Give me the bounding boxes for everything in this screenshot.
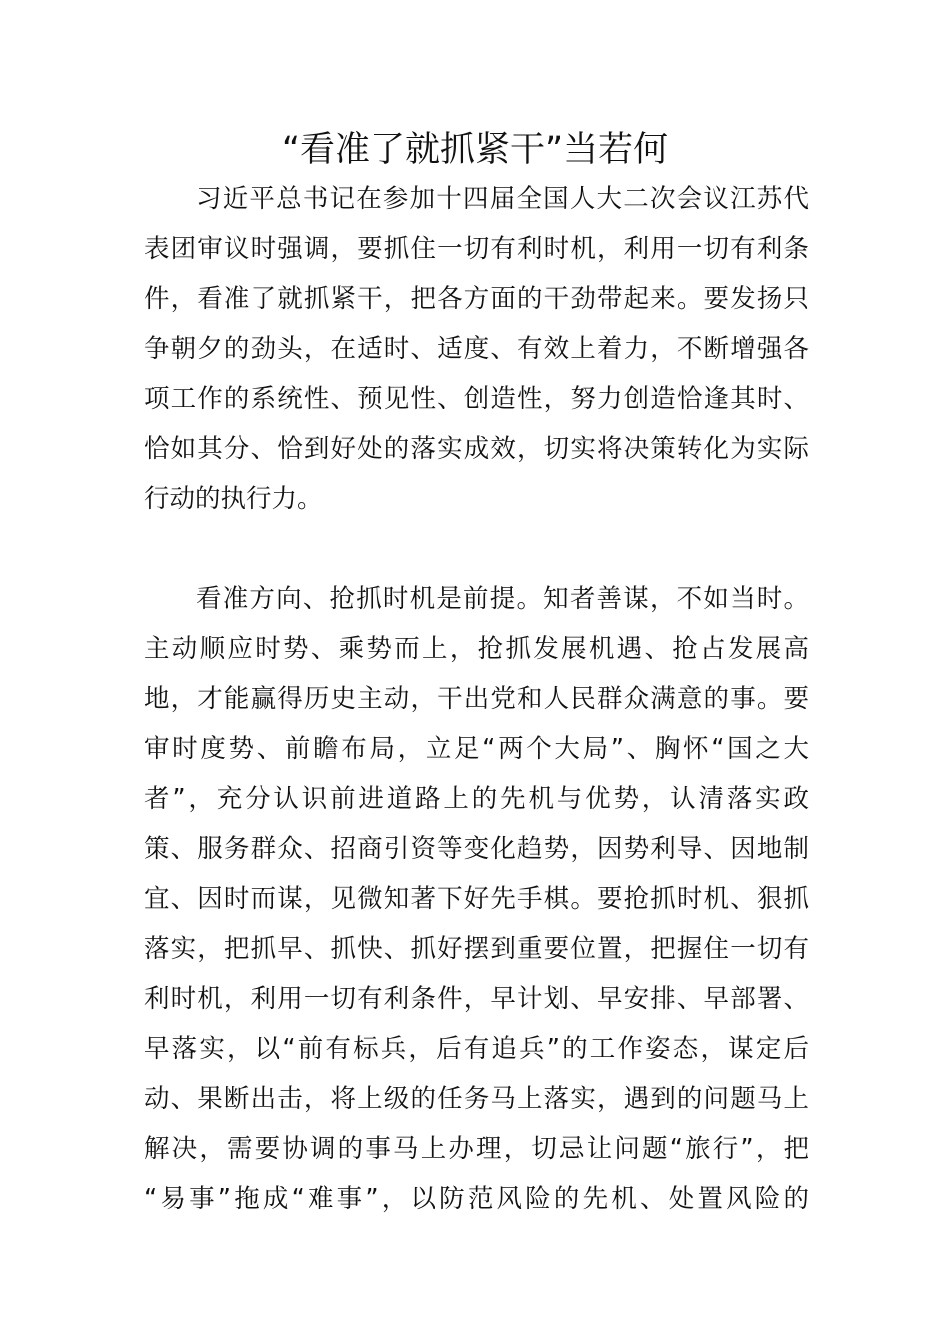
paragraph-1-line: 表团审议时强调，要抓住一切有利时机，利用一切有利条 (144, 234, 809, 264)
paragraph-2-line: 主动顺应时势、乘势而上，抢抓发展机遇、抢占发展高 (144, 634, 809, 664)
paragraph-2-line: 早落实，以“前有标兵，后有追兵”的工作姿态，谋定后 (144, 1034, 809, 1064)
paragraph-1-line: 项工作的系统性、预见性、创造性，努力创造恰逢其时、 (144, 384, 809, 414)
document-title: “看准了就抓紧干”当若何 (281, 130, 669, 170)
paragraph-2-line: 策、服务群众、招商引资等变化趋势，因势利导、因地制 (144, 834, 809, 864)
paragraph-2-line: “易事”拖成“难事”，以防范风险的先机、处置风险的 (144, 1184, 809, 1214)
paragraph-2-line: 者”，充分认识前进道路上的先机与优势，认清落实政 (144, 784, 809, 814)
paragraph-2-line: 审时度势、前瞻布局，立足“两个大局”、胸怀“国之大 (144, 734, 809, 764)
paragraph-1-line: 习近平总书记在参加十四届全国人大二次会议江苏代 (196, 184, 809, 214)
paragraph-2-line: 地，才能赢得历史主动，干出党和人民群众满意的事。要 (144, 684, 809, 714)
paragraph-2-line: 宜、因时而谋，见微知著下好先手棋。要抢抓时机、狠抓 (144, 884, 809, 914)
paragraph-1-line: 行动的执行力。 (144, 484, 323, 514)
paragraph-1-line: 恰如其分、恰到好处的落实成效，切实将决策转化为实际 (144, 434, 809, 464)
paragraph-1-line: 争朝夕的劲头，在适时、适度、有效上着力，不断增强各 (144, 334, 809, 364)
paragraph-1-line: 件，看准了就抓紧干，把各方面的干劲带起来。要发扬只 (144, 284, 809, 314)
paragraph-2-line: 利时机，利用一切有利条件，早计划、早安排、早部署、 (144, 984, 809, 1014)
paragraph-2-line: 动、果断出击，将上级的任务马上落实，遇到的问题马上 (144, 1084, 809, 1114)
paragraph-2-line: 落实，把抓早、抓快、抓好摆到重要位置，把握住一切有 (144, 934, 809, 964)
paragraph-2-line: 看准方向、抢抓时机是前提。知者善谋，不如当时。 (196, 584, 809, 614)
paragraph-2-line: 解决，需要协调的事马上办理，切忌让问题“旅行”，把 (144, 1134, 809, 1164)
